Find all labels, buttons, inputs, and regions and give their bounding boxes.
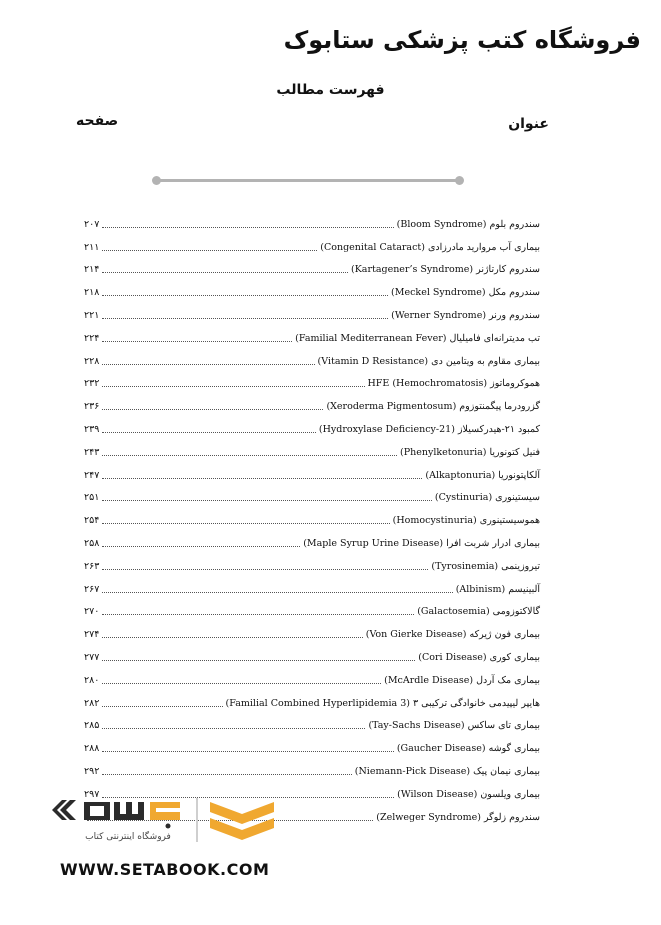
toc-entry-title: بیماری آب مروارید مادرزادی (Congenital Cataract) (320, 241, 540, 253)
toc-entry (84, 345, 540, 368)
toc-leader-dots (102, 705, 222, 707)
toc-entry-title: بیماری ادرار شربت افرا (Maple Syrup Urine Disease) (303, 537, 540, 549)
toc-entry (84, 710, 540, 733)
toc-leader-dots (102, 545, 300, 547)
toc-entry-page: ۲۳۲ (84, 378, 100, 390)
toc-leader-dots (102, 340, 292, 342)
toc-entry (84, 527, 540, 550)
toc-entry-page: ۲۵۱ (84, 492, 100, 504)
toc-entry-title: بیماری ویلسون (Wilson Disease) (397, 788, 540, 800)
toc-leader-dots (102, 408, 323, 410)
toc-entry (84, 550, 540, 573)
toc-leader-dots (102, 727, 365, 729)
toc-entry (84, 436, 540, 459)
setabook-logo-mark (50, 792, 290, 852)
toc-entry-title: بیماری مقاوم به ویتامین دی (Vitamin D Resistance) (317, 355, 540, 367)
toc-entry-title: آلبینیسم (Albinism) (455, 583, 540, 595)
toc-entry (84, 732, 540, 755)
toc-entry (84, 755, 540, 778)
toc-entry-page: ۲۹۲ (84, 765, 100, 777)
divider-dot-left (152, 176, 161, 185)
toc-leader-dots (102, 249, 317, 251)
toc-entry-page: ۲۳۹ (84, 423, 100, 435)
site-url: WWW.SETABOOK.COM (60, 860, 270, 879)
toc-entry-title: سندروم زلوگر (Zelweger Syndrome) (376, 811, 540, 823)
toc-entry-page: ۲۱۸ (84, 287, 100, 299)
toc-leader-dots (102, 750, 394, 752)
toc-entry-page: ۲۱۴ (84, 264, 100, 276)
toc-entry (84, 299, 540, 322)
toc-entry (84, 390, 540, 413)
toc-leader-dots (102, 431, 316, 433)
toc-leader-dots (102, 454, 397, 456)
toc-entry-page: ۲۷۰ (84, 606, 100, 618)
toc-leader-dots (102, 568, 428, 570)
toc-entry-page: ۲۷۷ (84, 651, 100, 663)
toc-entry-page: ۲۹۷ (84, 788, 100, 800)
toc-leader-dots (102, 226, 393, 228)
toc-entry-page: ۲۶۷ (84, 583, 100, 595)
toc-entry-title: هموکروماتوز HFE (Hemochromatosis) (367, 378, 540, 390)
toc-leader-dots (102, 499, 432, 501)
toc-entry-page: ۲۲۴ (84, 332, 100, 344)
toc-entry (84, 664, 540, 687)
toc-leader-dots (102, 659, 415, 661)
toc-entry-title: گزرودرما پیگمنتوزوم (Xeroderma Pigmentosum) (326, 401, 540, 413)
column-heading-page: صفحه (76, 113, 119, 129)
toc-leader-dots (102, 363, 314, 365)
toc-entry-page: ۲۷۴ (84, 629, 100, 641)
toc-entry-title: سندروم مکل (Meckel Syndrome) (391, 287, 540, 299)
toc-entry-title: بیماری کوری (Cori Disease) (418, 651, 540, 663)
toc-leader-dots (102, 591, 452, 593)
toc-leader-dots (102, 317, 388, 319)
toc-title: فهرست مطالب (276, 82, 385, 98)
toc-entry (84, 413, 540, 436)
toc-entry-page: ۲۵۸ (84, 537, 100, 549)
toc-entry (84, 208, 540, 231)
toc-entry-title: هایپر لیپیدمی خانوادگی ترکیبی ۳ (Familial Combined Hyperlipidemia 3) (225, 697, 540, 709)
toc-entry-page: ۲۱۱ (84, 241, 100, 253)
toc-entry-page: ۲۵۴ (84, 515, 100, 527)
toc-entry-page: ۲۶۳ (84, 560, 100, 572)
toc-entry (84, 618, 540, 641)
toc-entry (84, 596, 540, 619)
logo-tagline: فروشگاه اینترنتی کتاب (85, 832, 171, 842)
toc-entry-title: تب مدیترانه‌ای فامیلیال (Familial Mediterranean Fever) (295, 332, 540, 344)
toc-entry-title: تیروزینمی (Tyrosinemia) (431, 560, 540, 572)
toc-entry-title: فنیل کتونوریا (Phenylketonuria) (400, 446, 540, 458)
toc-entry (84, 482, 540, 505)
toc-entry (84, 276, 540, 299)
toc-entry-page: ۲۸۰ (84, 674, 100, 686)
toc-list (84, 208, 540, 824)
toc-leader-dots (102, 682, 381, 684)
toc-entry-title: کمبود ۲۱-هیدرکسیلاز (21-Hydroxylase Deficiency) (318, 423, 540, 435)
toc-leader-dots (102, 294, 388, 296)
toc-entry (84, 687, 540, 710)
toc-entry-page: ۲۸۵ (84, 720, 100, 732)
toc-entry-title: سندروم کارتاژنر (Kartagener’s Syndrome) (350, 264, 540, 276)
toc-entry-page: ۲۸۲ (84, 697, 100, 709)
toc-entry-title: بیماری تای ساکس (Tay-Sachs Disease) (368, 720, 540, 732)
toc-leader-dots (102, 773, 351, 775)
toc-entry (84, 573, 540, 596)
toc-leader-dots (102, 636, 362, 638)
toc-entry-title: سیستینوری (Cystinuria) (434, 492, 540, 504)
store-title: فروشگاه کتب پزشکی ستابوک (283, 26, 641, 54)
toc-entry (84, 459, 540, 482)
toc-entry-page: ۲۲۱ (84, 309, 100, 321)
column-heading-title: عنوان (508, 116, 549, 132)
toc-entry-title: بیماری گوشه (Gaucher Disease) (396, 743, 540, 755)
ornamental-divider (156, 179, 460, 182)
toc-entry-title: بیماری فون ژیرکه (Von Gierke Disease) (365, 629, 540, 641)
toc-entry-page: ۲۳۶ (84, 401, 100, 413)
toc-entry-page: ۲۴۷ (84, 469, 100, 481)
toc-entry (84, 368, 540, 391)
toc-leader-dots (102, 477, 422, 479)
toc-entry-title: آلکاپتونوریا (Alkaptonuria) (425, 469, 540, 481)
toc-entry-title: سندروم بلوم (Bloom Syndrome) (396, 218, 540, 230)
toc-entry (84, 254, 540, 277)
toc-entry-title: بیماری نیمان پیک (Niemann-Pick Disease) (354, 765, 540, 777)
toc-entry (84, 641, 540, 664)
divider-dot-right (455, 176, 464, 185)
toc-entry-title: گالاکتوزومی (Galactosemia) (417, 606, 540, 618)
toc-leader-dots (102, 271, 348, 273)
toc-entry (84, 231, 540, 254)
toc-entry-title: بیماری مک آردل (McArdle Disease) (384, 674, 540, 686)
toc-leader-dots (102, 522, 389, 524)
toc-entry-page: ۲۸۸ (84, 743, 100, 755)
toc-leader-dots (102, 613, 414, 615)
toc-entry (84, 504, 540, 527)
toc-entry-page: ۲۲۸ (84, 355, 100, 367)
toc-entry-page: ۲۰۷ (84, 218, 100, 230)
toc-leader-dots (102, 385, 364, 387)
toc-entry-title: سندروم ورنر (Werner Syndrome) (391, 309, 540, 321)
toc-entry-title: هموسیستینوری (Homocystinuria) (392, 515, 540, 527)
toc-entry-page: ۲۴۳ (84, 446, 100, 458)
toc-entry (84, 322, 540, 345)
